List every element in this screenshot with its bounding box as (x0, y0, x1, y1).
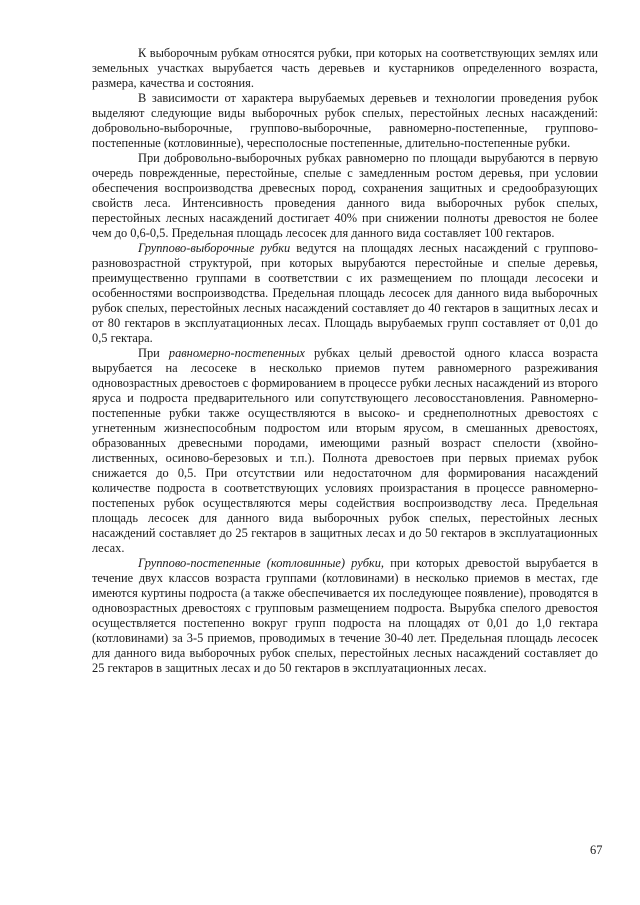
paragraph-text: при которых древостой вырубается в течение двух классов возраста группами (котловинами) в несколько приемов в местах, где имеются куртины подроста (а также обеспечивается их последующее появление), проводятся в одновозрастных древостоях с групповым размещением подроста. Вырубка спелого древостоя осуществляется постепенно вокруг групп подроста на площадях от 0,01 до 1,0 гектара (котловинами) за 3-5 приемов, проводимых в течение 30-40 лет. Предельная площадь лесосек для данного вида выборочных рубок спелых, перестойных лесных насаждений составляет до 25 гектаров в защитных лесах и до 50 гектаров в эксплуатационных лесах. (92, 556, 598, 675)
paragraph-text: В зависимости от характера вырубаемых деревьев и технологии проведения рубок выделяют следующие виды выборочных рубок спелых, перестойных лесных насаждений: добровольно-выборочные, группово-выборочные, равномерно-постепенные, группово-постепенные (котловинные), чересполосные постепенные, длительно-постепенные рубки. (92, 91, 598, 150)
paragraph-voluntary-selective (92, 151, 598, 241)
paragraph-text: ведутся на площадях лесных насаждений с группово-разновозрастной структурой, при которых вырубаются перестойные и спелые деревья, преимущественно группами в соответствии с их размещением по площади лесосеки и особенностями воспроизводства. Предельная площадь лесосек для данного вида выборочных рубок спелых, перестойных лесных насаждений составляет до 40 гектаров в защитных лесах и от 80 гектаров в эксплуатационных лесах. Площадь вырубаемых групп составляет от 0,01 до 0,5 гектара. (92, 241, 598, 345)
term-italic: Группово-постепенные (котловинные) рубки, (138, 556, 385, 570)
paragraph-text: рубках целый древостой одного класса возраста вырубается на лесосеке в несколько приемов путем равномерного разреживания одновозрастных древостоев с формированием в процессе рубки лесных насаждений из второго яруса и подроста предварительного или сопутствующего лесовосстановления. Равномерно-постепенные рубки также осуществляются в высоко- и среднеполнотных древостоях с угнетенным жизнеспособным подростом или вторым ярусом, в смешанных древостоях, образованных древесными породами, имеющими разный возраст спелости (хвойно-лиственных, осиново-березовых и т.п.). Полнота древостоев при первых приемах рубок снижается до 0,5. При отсутствии или недостаточном для формирования насаждений количестве подроста в соответствующих условиях произрастания в процессе равномерно-постепеных рубок осуществляются меры содействия воспроизводству леса. Предельная площадь лесосек для данного вида выборочных рубок спелых, перестойных лесных насаждений составляет до 25 гектаров в защитных лесах и до 50 гектаров в эксплуатационных лесах. (92, 346, 598, 555)
term-italic: Группово-выборочные рубки (138, 241, 291, 255)
paragraph-types (92, 91, 598, 151)
paragraph-uniform-gradual (92, 346, 598, 556)
paragraph-group-selective (92, 241, 598, 346)
paragraph-text: При добровольно-выборочных рубках равномерно по площади вырубаются в первую очередь поврежденные, перестойные, спелые с замедленным ростом деревья, при условии обеспечения воспроизводства древесных пород, сохранения защитных и средообразующих свойств леса. Интенсивность проведения данного вида выборочных рубок спелых, перестойных лесных насаждений достигает 40% при снижении полноты древостоя не более чем до 0,6-0,5. Предельная площадь лесосек для данного вида составляет 100 гектаров. (92, 151, 598, 240)
paragraph-group-gradual (92, 556, 598, 676)
paragraph-text: К выборочным рубкам относятся рубки, при которых на соответствующих землях или земельных участках вырубается часть деревьев и кустарников определенного возраста, размера, качества и состояния. (92, 46, 598, 90)
paragraph-prefix: При (138, 346, 169, 360)
paragraph-definition (92, 46, 598, 91)
term-italic: равномерно-постепенных (168, 346, 305, 360)
page-number: 67 (590, 843, 603, 857)
